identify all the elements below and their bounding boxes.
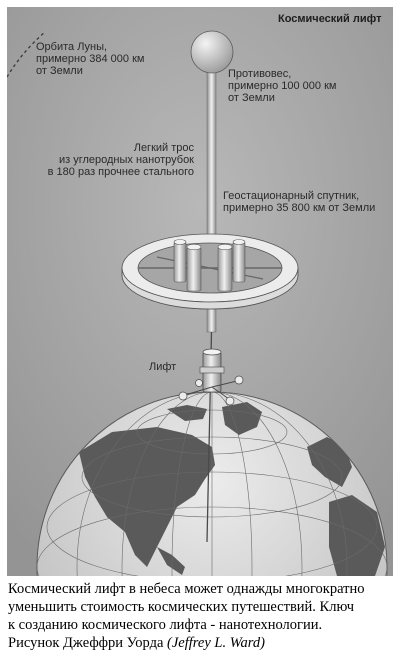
figure-caption xyxy=(8,580,394,652)
figure-title: Космический лифт xyxy=(278,13,382,25)
caption-line: уменьшить стоимость космических путешествий. Ключ xyxy=(8,599,355,615)
label-counterweight: Противовес, примерно 100 000 км от Земли xyxy=(228,68,337,104)
caption-line: к созданию космического лифта - нанотехнологии. xyxy=(8,617,323,633)
label-tether: Легкий трос из углеродных нанотрубок в 180 раз прочнее стального xyxy=(47,142,194,178)
caption-line: Космический лифт в небеса может однажды многократно xyxy=(8,581,365,597)
geostationary-satellite xyxy=(122,234,298,309)
label-geostationary-satellite: Геостационарный спутник, примерно 35 800 км от Земли xyxy=(223,190,376,214)
label-lift: Лифт xyxy=(149,361,177,373)
credit-name: (Jeffrey L. Ward) xyxy=(167,635,265,651)
caption-credit xyxy=(8,634,394,652)
label-moon-orbit: Орбита Луны, примерно 384 000 км от Земли xyxy=(36,41,145,77)
counterweight-ball xyxy=(191,31,233,73)
space-elevator-illustration xyxy=(7,7,393,576)
credit-prefix: Рисунок Джеффри Уорда xyxy=(8,635,164,651)
